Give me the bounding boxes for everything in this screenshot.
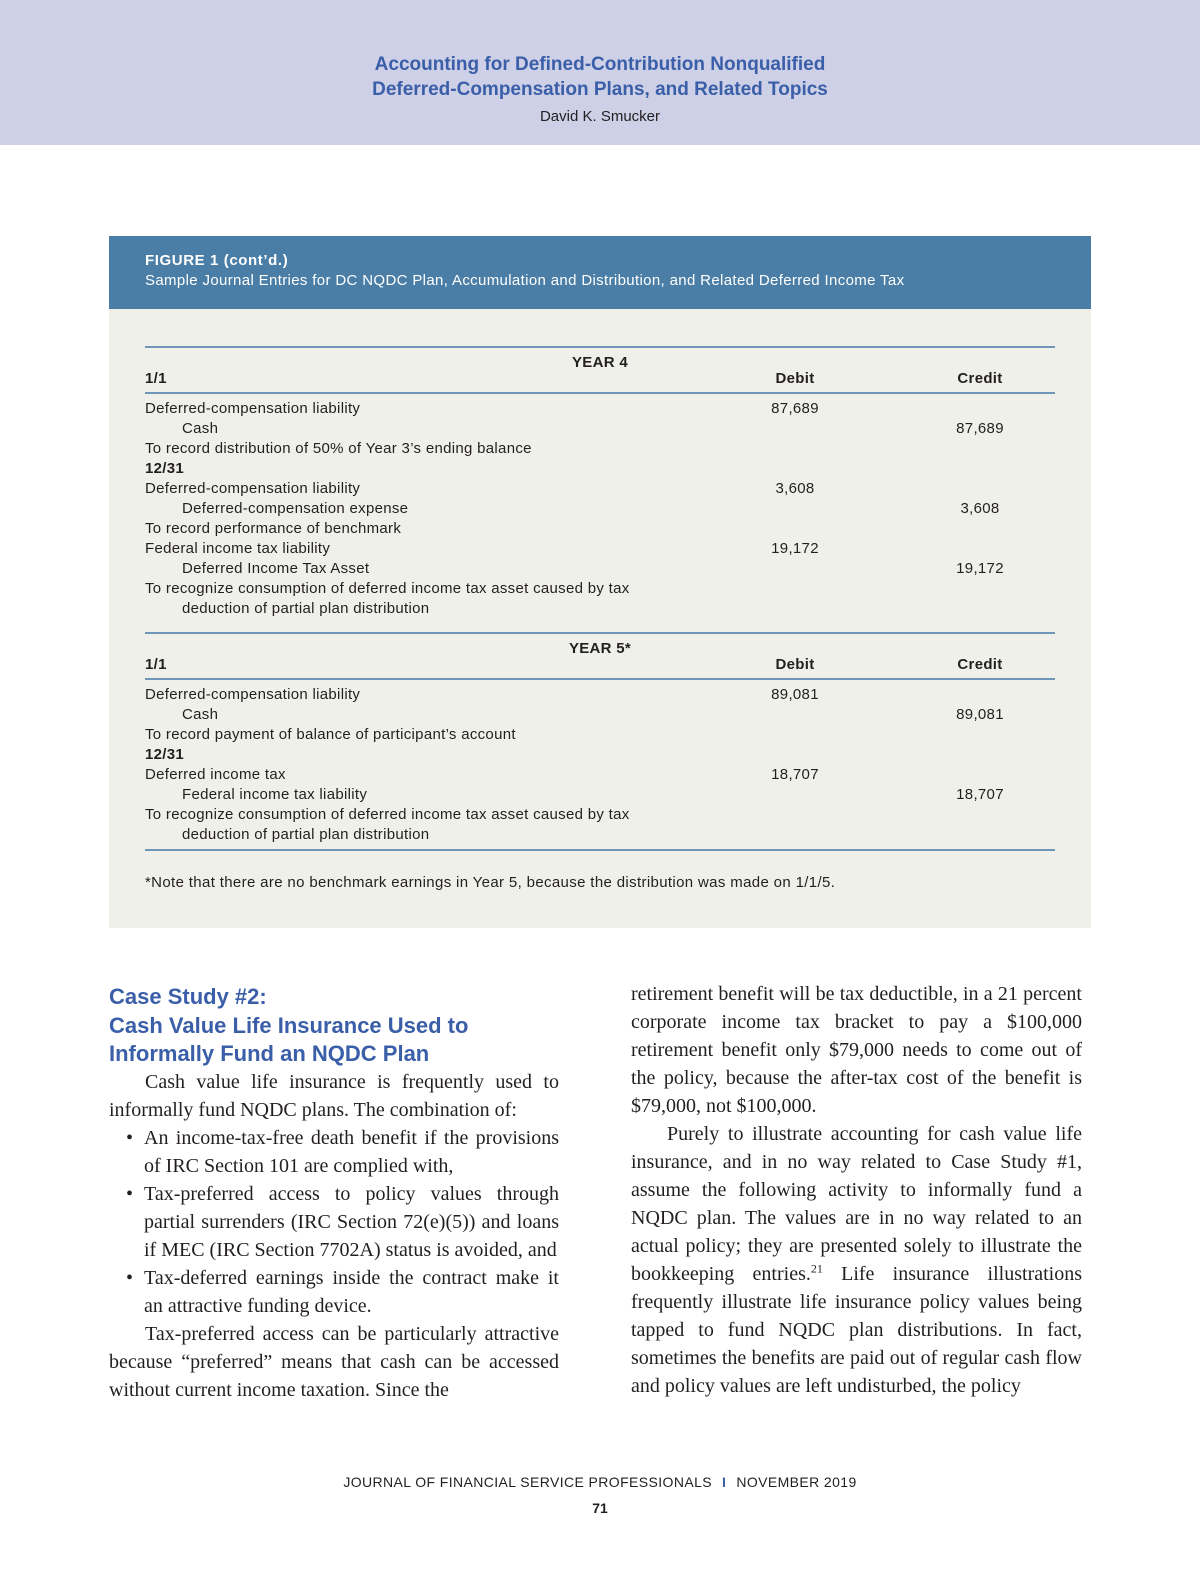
right-column bbox=[631, 980, 1082, 1400]
entry-date: 12/31 bbox=[145, 746, 185, 763]
entry-date-row bbox=[145, 745, 1055, 765]
entry-row bbox=[145, 399, 1055, 419]
entry-row bbox=[145, 599, 1055, 619]
year-title: YEAR 4 bbox=[572, 354, 628, 371]
body-paragraph bbox=[631, 1120, 1082, 1400]
entry-description: To record distribution of 50% of Year 3’s ending balance bbox=[145, 440, 532, 457]
entry-description: To record payment of balance of participant’s account bbox=[145, 726, 516, 743]
entry-row bbox=[145, 765, 1055, 785]
entry-credit: 87,689 bbox=[956, 420, 1004, 437]
entry-date-row bbox=[145, 459, 1055, 479]
author-name: David K. Smucker bbox=[539, 108, 661, 125]
case-study-heading-line-1: Case Study #2: bbox=[109, 984, 267, 1009]
bullet-icon: • bbox=[126, 1267, 134, 1289]
footer-separator: I bbox=[722, 1474, 727, 1490]
journal-name: JOURNAL OF FINANCIAL SERVICE PROFESSIONALS bbox=[343, 1474, 713, 1490]
entry-row bbox=[145, 559, 1055, 579]
case-study-heading-line-3: Informally Fund an NQDC Plan bbox=[109, 1041, 430, 1066]
entry-credit: 19,172 bbox=[956, 560, 1004, 577]
case-study-heading bbox=[109, 983, 468, 1069]
entry-debit: 87,689 bbox=[771, 400, 819, 417]
entry-row bbox=[145, 519, 1055, 539]
table-rule bbox=[145, 849, 1055, 851]
entry-account: Deferred income tax bbox=[145, 766, 286, 783]
entry-row bbox=[145, 499, 1055, 519]
table-rule bbox=[145, 346, 1055, 348]
entry-account: Cash bbox=[182, 706, 219, 723]
entry-row bbox=[145, 439, 1055, 459]
entry-row bbox=[145, 539, 1055, 559]
entry-credit: 18,707 bbox=[956, 786, 1004, 803]
entry-date: 12/31 bbox=[145, 460, 185, 477]
entry-account: Deferred-compensation expense bbox=[182, 500, 409, 517]
entry-account: Deferred-compensation liability bbox=[145, 480, 361, 497]
entry-credit: 89,081 bbox=[956, 706, 1004, 723]
intro-paragraph: Cash value life insurance is frequently used to informally fund NQDC plans. The combination of: bbox=[109, 1071, 559, 1121]
body-text: Life insurance illustrations frequently illustrate life insurance policy values being tapped to fund NQDC plan distributions. In fact, sometimes the benefits are paid out of regular cash flow and policy values are left undisturbed, the policy bbox=[631, 1263, 1082, 1397]
date-label: 1/1 bbox=[145, 370, 167, 387]
entry-account: Deferred Income Tax Asset bbox=[182, 560, 370, 577]
table-rule bbox=[145, 632, 1055, 634]
benefit-list bbox=[109, 1124, 559, 1320]
debit-header: Debit bbox=[775, 656, 815, 673]
debit-header: Debit bbox=[775, 370, 815, 387]
entry-row bbox=[145, 785, 1055, 805]
article-title-line-1: Accounting for Defined-Contribution Nonqualified bbox=[374, 54, 826, 75]
entry-description: To recognize consumption of deferred income tax asset caused by tax bbox=[145, 806, 630, 823]
issue-date: NOVEMBER 2019 bbox=[736, 1474, 857, 1490]
entry-credit: 3,608 bbox=[960, 500, 1000, 517]
year-title: YEAR 5* bbox=[568, 640, 632, 657]
list-item bbox=[109, 1180, 559, 1264]
bullet-icon: • bbox=[126, 1127, 134, 1149]
entry-description: To record performance of benchmark bbox=[145, 520, 402, 537]
list-item-text: An income-tax-free death benefit if the provisions of IRC Section 101 are complied with, bbox=[144, 1127, 559, 1177]
body-paragraph: Tax-preferred access can be particularly attractive because “preferred” means that cash can be accessed without current income taxation. Since the bbox=[109, 1323, 559, 1401]
column-header-row bbox=[145, 655, 1055, 675]
table-rule bbox=[145, 392, 1055, 394]
entry-description: deduction of partial plan distribution bbox=[182, 826, 430, 843]
page-number: 71 bbox=[592, 1500, 608, 1516]
left-column bbox=[109, 1068, 559, 1404]
entry-account: Federal income tax liability bbox=[145, 540, 331, 557]
entry-description: deduction of partial plan distribution bbox=[182, 600, 430, 617]
body-text: Purely to illustrate accounting for cash value life insurance, and in no way related to Case Study #1, assume the following activity to informally fund a NQDC plan. The values are in no way related to an actual policy; they are presented solely to illustrate the bookkeeping entries. bbox=[631, 1123, 1082, 1285]
page-footer bbox=[0, 1474, 1200, 1490]
header-banner bbox=[0, 0, 1200, 145]
entry-account: Federal income tax liability bbox=[182, 786, 368, 803]
entry-row bbox=[145, 725, 1055, 745]
credit-header: Credit bbox=[957, 656, 1003, 673]
entry-row bbox=[145, 579, 1055, 599]
figure-note: *Note that there are no benchmark earnings in Year 5, because the distribution was made on 1/1/5. bbox=[145, 874, 836, 891]
column-header-row bbox=[145, 369, 1055, 389]
entry-debit: 3,608 bbox=[775, 480, 815, 497]
figure-label: FIGURE 1 (cont’d.) bbox=[145, 252, 289, 269]
entry-row bbox=[145, 805, 1055, 825]
entry-row bbox=[145, 705, 1055, 725]
article-title-line-2: Deferred-Compensation Plans, and Related Topics bbox=[372, 79, 828, 100]
entry-description: To recognize consumption of deferred income tax asset caused by tax bbox=[145, 580, 630, 597]
credit-header: Credit bbox=[957, 370, 1003, 387]
entry-account: Deferred-compensation liability bbox=[145, 686, 361, 703]
bullet-icon: • bbox=[126, 1183, 134, 1205]
list-item-text: Tax-deferred earnings inside the contract make it an attractive funding device. bbox=[144, 1267, 559, 1317]
entry-debit: 18,707 bbox=[771, 766, 819, 783]
body-paragraph: retirement benefit will be tax deductible, in a 21 percent corporate income tax bracket to pay a $100,000 retirement benefit only $79,000 needs to come out of the policy, because the after-tax cost of the benefit is $79,000, not $100,000. bbox=[631, 983, 1082, 1117]
footnote-reference[interactable]: 21 bbox=[810, 1261, 823, 1276]
entry-row bbox=[145, 685, 1055, 705]
entry-debit: 19,172 bbox=[771, 540, 819, 557]
list-item bbox=[109, 1264, 559, 1320]
entry-row bbox=[145, 825, 1055, 845]
figure-subtitle: Sample Journal Entries for DC NQDC Plan, Accumulation and Distribution, and Related Deferred Income Tax bbox=[145, 272, 905, 289]
entry-row bbox=[145, 419, 1055, 439]
list-item-text: Tax-preferred access to policy values through partial surrenders (IRC Section 72(e)(5)) and loans if MEC (IRC Section 7702A) status is avoided, and bbox=[144, 1183, 559, 1261]
case-study-heading-line-2: Cash Value Life Insurance Used to bbox=[109, 1012, 469, 1038]
list-item bbox=[109, 1124, 559, 1180]
entry-debit: 89,081 bbox=[771, 686, 819, 703]
table-rule bbox=[145, 678, 1055, 680]
entry-row bbox=[145, 479, 1055, 499]
article-title bbox=[0, 52, 1200, 102]
entry-account: Cash bbox=[182, 420, 219, 437]
entry-account: Deferred-compensation liability bbox=[145, 400, 361, 417]
date-label: 1/1 bbox=[145, 656, 167, 673]
figure-header bbox=[109, 236, 1091, 309]
